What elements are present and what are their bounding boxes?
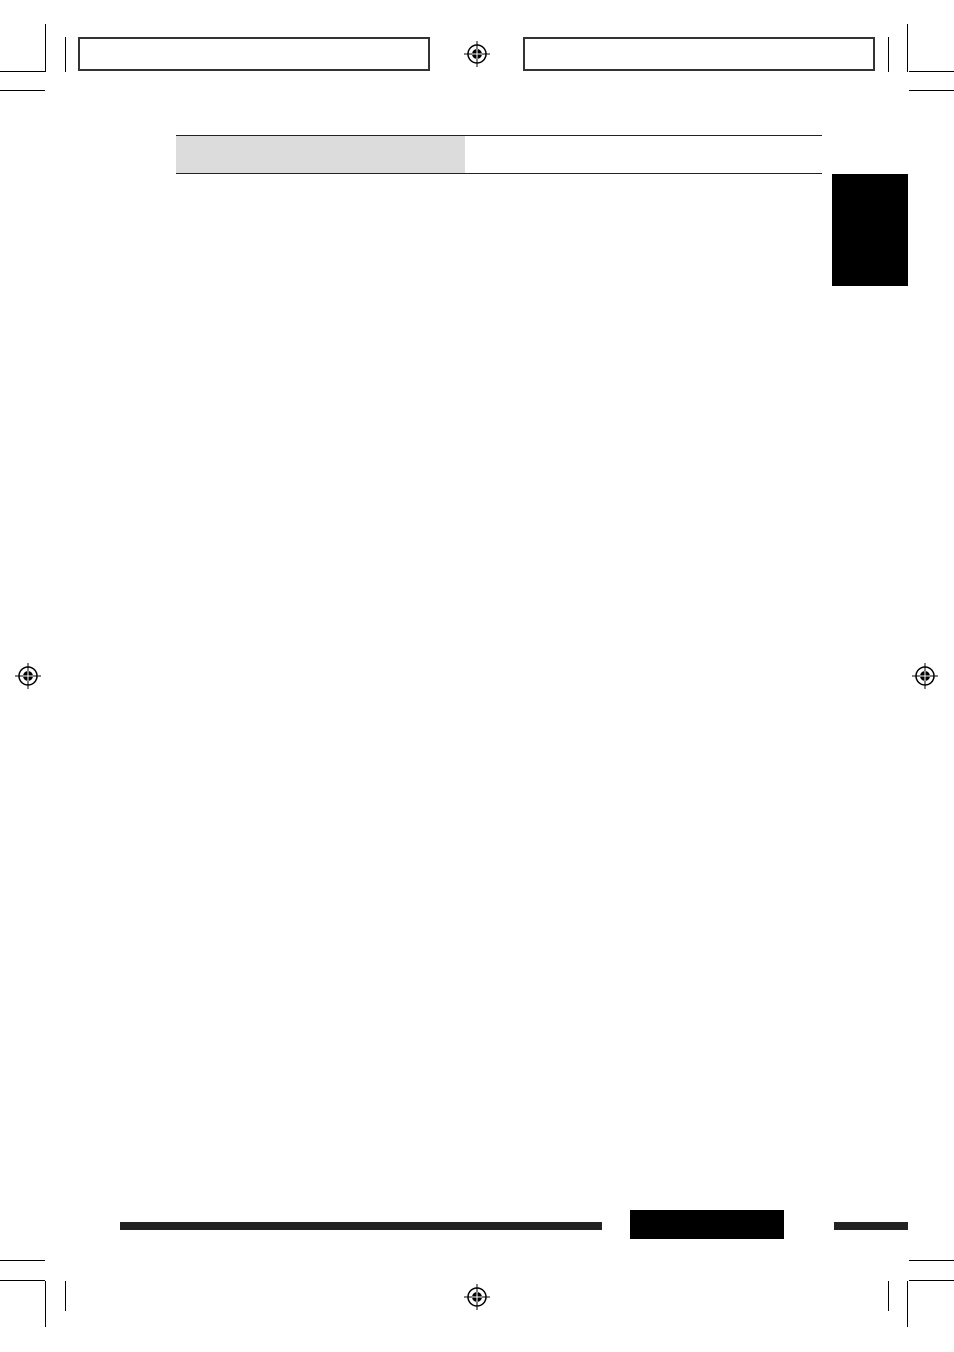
- crop-mark-bl-h2: [0, 1280, 45, 1281]
- section-label: [630, 1210, 784, 1239]
- registration-mark-icon: [912, 663, 938, 689]
- color-bar-right: [523, 37, 875, 71]
- crop-mark-bl-v: [45, 1281, 46, 1327]
- color-bar-left: [78, 37, 430, 71]
- crop-mark-bl-v2: [65, 1281, 66, 1311]
- registration-mark-icon: [464, 1284, 490, 1310]
- crop-mark-br-v: [907, 1281, 908, 1327]
- registration-mark-icon: [15, 663, 41, 689]
- crop-mark-tl-v: [45, 24, 46, 72]
- crop-mark-tl-h2: [0, 90, 45, 91]
- registration-mark-icon: [464, 41, 490, 67]
- crop-mark-tr-h2: [909, 90, 954, 91]
- table-header: [176, 135, 822, 174]
- crop-mark-br-v2: [888, 1281, 889, 1311]
- crop-mark-tl-h: [0, 71, 45, 72]
- crop-mark-bl-h: [0, 1260, 45, 1261]
- header-symptoms-cell: [176, 136, 465, 173]
- footer-rule-right: [834, 1222, 908, 1230]
- footer-rule-left: [120, 1222, 602, 1230]
- crop-mark-br-h2: [909, 1280, 954, 1281]
- crop-mark-tl-v2: [65, 37, 66, 72]
- crop-mark-tr-v2: [888, 37, 889, 72]
- crop-mark-br-h: [909, 1260, 954, 1261]
- language-tab: [832, 174, 908, 286]
- crop-mark-tr-h: [909, 71, 954, 72]
- crop-mark-tr-v: [907, 24, 908, 72]
- page-number: [790, 1210, 830, 1239]
